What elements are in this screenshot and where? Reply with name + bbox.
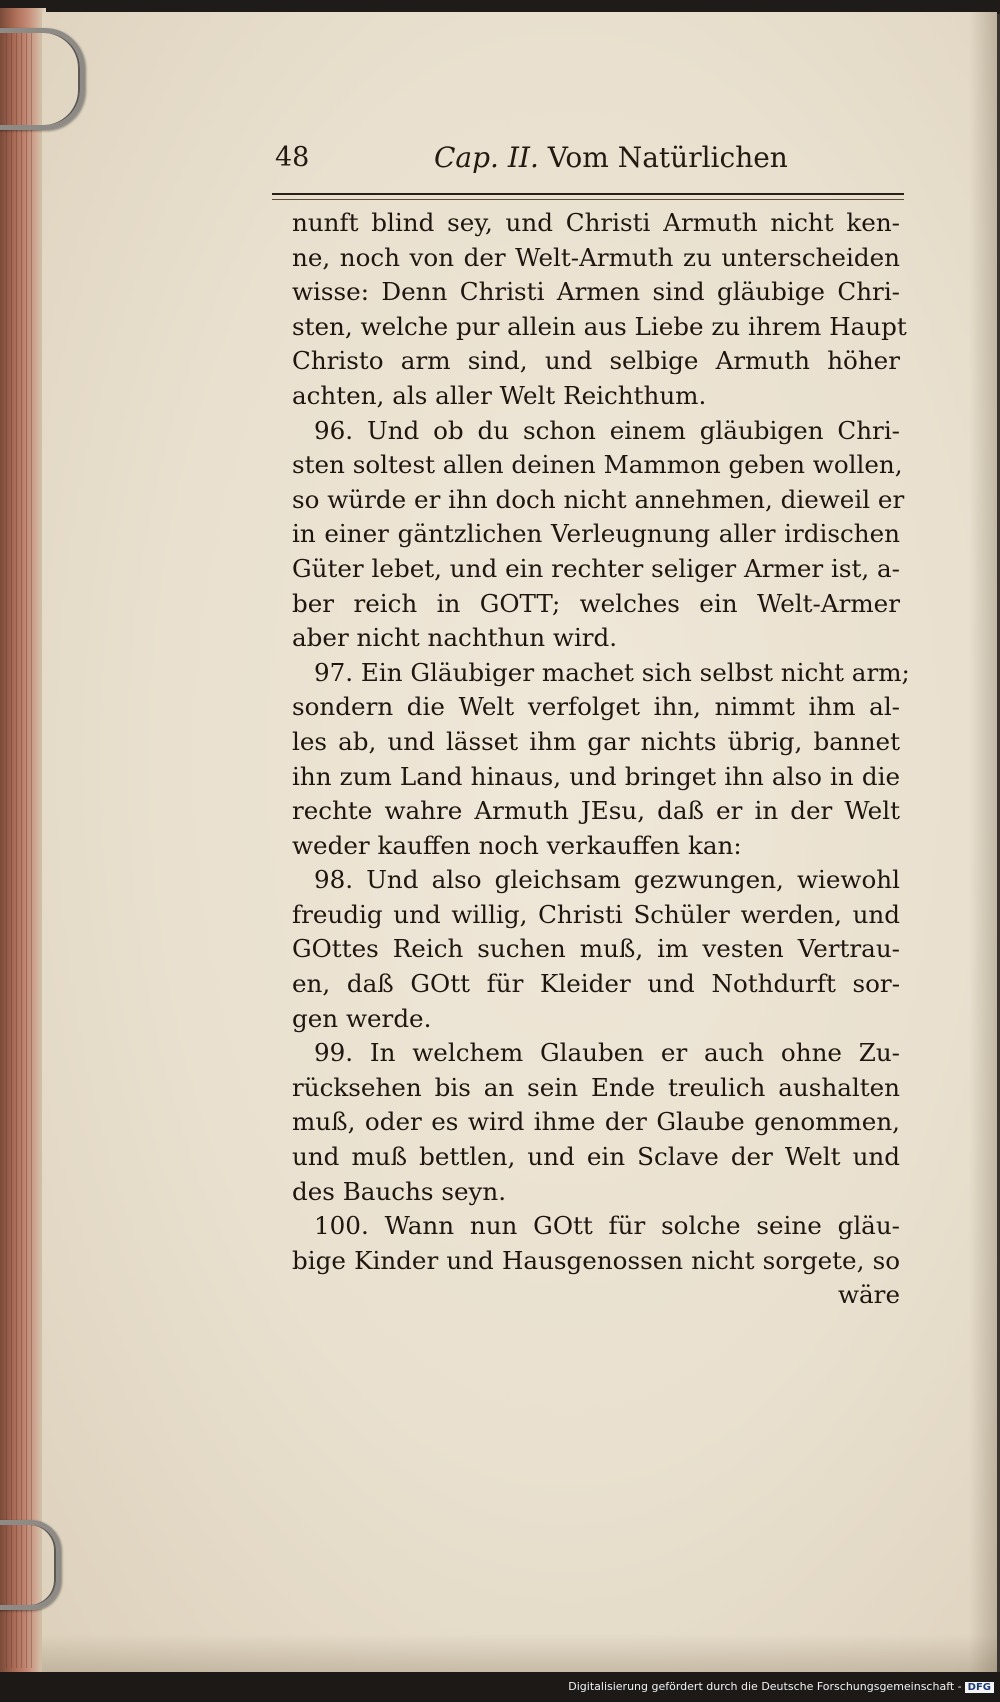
text-line: bige Kinder und Hausgenossen nicht sorgete, so bbox=[292, 1245, 900, 1275]
text-line: ber reich in GOTT; welches ein Welt-Armer bbox=[292, 588, 900, 618]
running-head bbox=[434, 141, 788, 174]
digitization-credit bbox=[568, 1680, 994, 1693]
page-bottom-shadow bbox=[42, 1634, 997, 1674]
page-number: 48 bbox=[275, 142, 310, 173]
text-line: Christo arm sind, und selbige Armuth höher bbox=[292, 346, 900, 376]
text-line: in einer gäntzlichen Verleugnung aller irdischen bbox=[292, 519, 900, 549]
text-line: wäre bbox=[837, 1280, 900, 1310]
text-line: nunft blind sey, und Christi Armuth nicht ken- bbox=[292, 208, 900, 237]
text-line: achten, als aller Welt Reichthum. bbox=[292, 380, 707, 410]
page-gutter-shadow bbox=[969, 12, 997, 1674]
text-line: so würde er ihn doch nicht annehmen, dieweil er bbox=[292, 484, 905, 514]
text-line: ne, noch von der Welt-Armuth zu unterscheiden bbox=[292, 242, 900, 272]
dfg-logo: DFG bbox=[965, 1682, 994, 1693]
body-text bbox=[292, 206, 910, 1313]
text-line: 99. In welchem Glauben er auch ohne Zu- bbox=[314, 1038, 900, 1068]
header-rule bbox=[272, 193, 904, 195]
text-line: 98. Und also gleichsam gezwungen, wiewohl bbox=[314, 865, 900, 895]
page-clip-bottom bbox=[0, 1520, 61, 1610]
text-line: des Bauchs seyn. bbox=[292, 1176, 507, 1206]
text-line: GOttes Reich suchen muß, im vesten Vertrau- bbox=[292, 934, 900, 964]
text-line: aber nicht nachthun wird. bbox=[292, 623, 618, 653]
text-line: und muß bettlen, und ein Sclave der Welt und bbox=[292, 1142, 900, 1172]
text-line: 100. Wann nun GOtt für solche seine gläu- bbox=[314, 1211, 900, 1241]
text-line: wisse: Denn Christi Armen sind gläubige Chri- bbox=[292, 277, 900, 307]
text-line: sten, welche pur allein aus Liebe zu ihrem Haupt bbox=[292, 311, 907, 341]
text-line: rechte wahre Armuth JEsu, daß er in der Welt bbox=[292, 796, 900, 826]
credit-text: Digitalisierung gefördert durch die Deutsche Forschungsgemeinschaft - bbox=[568, 1680, 962, 1693]
text-line: Güter lebet, und ein rechter seliger Armer ist, a- bbox=[292, 553, 900, 583]
fore-edge-texture bbox=[6, 28, 36, 1668]
text-line: rücksehen bis an sein Ende treulich aushalten bbox=[292, 1072, 900, 1102]
chapter-title: Vom Natürlichen bbox=[547, 141, 788, 174]
text-line: les ab, und lässet ihm gar nichts übrig, bannet bbox=[292, 726, 900, 756]
text-line: sondern die Welt verfolget ihn, nimmt ihm al- bbox=[292, 692, 900, 722]
text-line: gen werde. bbox=[292, 1003, 432, 1033]
chapter-label: Cap. II. bbox=[434, 141, 539, 174]
text-line: en, daß GOtt für Kleider und Nothdurft sor- bbox=[292, 969, 900, 999]
text-line: freudig und willig, Christi Schüler werden, und bbox=[292, 899, 900, 929]
text-line: 96. Und ob du schon einem gläubigen Chri- bbox=[314, 415, 900, 445]
text-line: muß, oder es wird ihme der Glaube genommen, bbox=[292, 1107, 900, 1137]
text-line: 97. Ein Gläubiger machet sich selbst nicht arm; bbox=[314, 657, 910, 687]
header-rule-thin bbox=[272, 199, 904, 200]
text-line: ihn zum Land hinaus, und bringet ihn also in die bbox=[292, 761, 900, 791]
page-clip-top bbox=[0, 28, 85, 130]
text-line: sten soltest allen deinen Mammon geben wollen, bbox=[292, 450, 903, 480]
text-line: weder kauffen noch verkauffen kan: bbox=[292, 830, 742, 860]
